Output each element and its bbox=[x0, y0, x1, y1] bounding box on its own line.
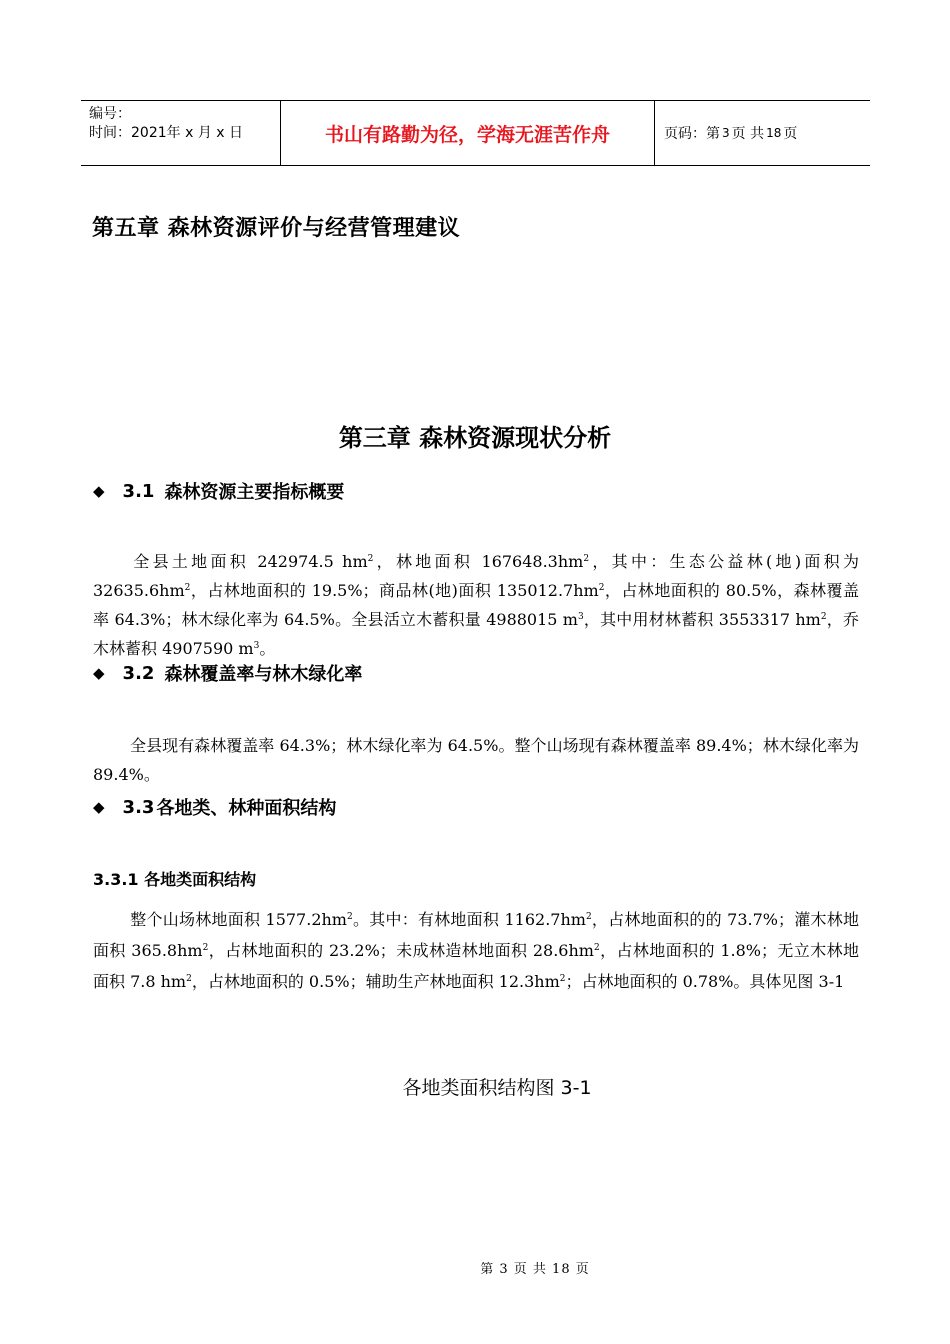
section-title: 各地类、林种面积结构 bbox=[156, 798, 337, 819]
section-number: 3.3 bbox=[122, 796, 155, 818]
time-label: 时间： bbox=[89, 125, 131, 141]
section-title: 森林覆盖率与林木绿化率 bbox=[164, 664, 363, 685]
number-label: 编号： bbox=[89, 106, 131, 122]
time-rest: 年 x 月 x 日 bbox=[166, 125, 244, 141]
paragraph-indicators: 全县土地面积 242974.5 $hm^2$，林地面积 $167648.3hm^2$，其中：生态公益林(地)面积为 $32635.6hm^2$，占林地面积的 19.5%；商品林(地)面积 $135012.7hm^2$，占林地面积的 80.5%，森林覆盖率 64.3%；林木绿化率为 64.5%。全县活立木蓄积量 4988015 $m^3$，其中用材林蓄积 3553317 $hm^2$，乔木林蓄积 4907590 $m^3$。 bbox=[93, 552, 859, 658]
diamond-icon: ◆ bbox=[93, 664, 105, 682]
section-3-2-heading bbox=[93, 660, 362, 686]
figure-caption: 各地类面积结构图 3-1 bbox=[402, 1077, 592, 1099]
header-meta-cell bbox=[81, 101, 281, 165]
page-suffix: 页 bbox=[783, 126, 798, 142]
page-mid: 页 共 bbox=[731, 126, 765, 142]
paragraph-land-structure: 整个山场林地面积 $1577.2hm^2$。其中：有林地面积 $1162.7hm^2$，占林地面积的的 73.7%；灌木林地面积 $365.8hm^2$，占林地面积的 23.2%；未成林造林地面积 $28.6hm^2$，占林地面积的 1.8%；无立木林地面积 7.8 $hm^2$，占林地面积的 0.5%；辅助生产林地面积 $12.3hm^2$；占林地面积的 0.78%。具体见图 3-1 bbox=[93, 910, 859, 991]
section-3-3-heading bbox=[93, 794, 336, 820]
subsection-3-3-1-heading: 3.3.1 各地类面积结构 bbox=[93, 870, 257, 889]
diamond-icon: ◆ bbox=[93, 798, 105, 816]
motto-text: 书山有路勤为径，学海无涯苦作舟 bbox=[324, 123, 610, 146]
page-current: 3 bbox=[722, 126, 730, 140]
time-year: 2021 bbox=[131, 125, 167, 141]
document-header bbox=[81, 100, 870, 166]
chapter5-heading: 第五章 森林资源评价与经营管理建议 bbox=[92, 216, 461, 241]
section-number: 3.2 bbox=[122, 662, 155, 684]
time-line bbox=[89, 124, 280, 143]
chapter3-heading: 第三章 森林资源现状分析 bbox=[338, 424, 612, 452]
page-total: 18 bbox=[766, 126, 782, 140]
page-number-cell bbox=[655, 101, 870, 165]
section-number: 3.1 bbox=[122, 480, 155, 502]
motto-cell bbox=[281, 101, 655, 165]
paragraph-coverage: 全县现有森林覆盖率 64.3%；林木绿化率为 64.5%。整个山场现有森林覆盖率 89.4%；林木绿化率为 89.4%。 bbox=[93, 736, 859, 784]
page-footer: 第 3 页 共 18 页 bbox=[480, 1262, 590, 1277]
section-3-1-heading bbox=[93, 478, 344, 504]
page-prefix: 页码：第 bbox=[664, 126, 720, 142]
section-title: 森林资源主要指标概要 bbox=[164, 482, 345, 503]
diamond-icon: ◆ bbox=[93, 482, 105, 500]
